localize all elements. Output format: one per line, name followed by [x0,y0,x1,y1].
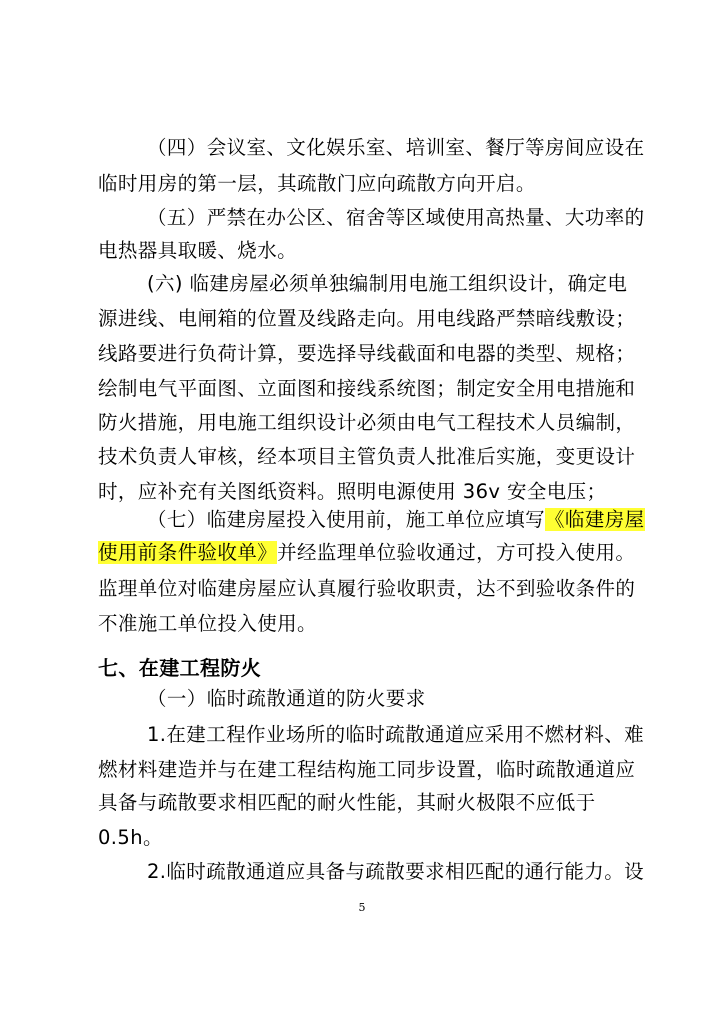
paragraph-line: 防火措施，用电施工组织设计必须由电气工程技术人员编制， [98,411,636,434]
paragraph-line: 具备与疏散要求相匹配的耐火性能，其耐火极限不应低于 [98,791,596,814]
highlighted-form-title: 使用前条件验收单》 [98,541,278,564]
paragraph-line: 燃材料建造并与在建工程结构施工同步设置，临时疏散通道应 [98,758,636,781]
paragraph-line: 临时用房的第一层，其疏散门应向疏散方向开启。 [98,172,536,195]
paragraph-line: 时，应补充有关图纸资料。照明电源使用 36v 安全电压； [98,480,607,503]
highlighted-form-title: 《临建房屋 [545,508,645,531]
paragraph-line: 0.5h。 [98,826,163,849]
paragraph-line: （五）严禁在办公区、宿舍等区域使用高热量、大功率的 [147,206,645,229]
paragraph-text: 并经监理单位验收通过，方可投入使用。 [277,541,636,564]
paragraph-line: （四）会议室、文化娱乐室、培训室、餐厅等房间应设在 [147,136,645,159]
paragraph-text: （七）临建房屋投入使用前，施工单位应填写 [147,508,546,531]
paragraph-line [98,540,638,566]
paragraph-line: 2.临时疏散通道应具备与疏散要求相匹配的通行能力。设 [147,860,645,883]
paragraph-line: 技术负责人审核，经本项目主管负责人批准后实施，变更设计 [98,445,636,468]
paragraph-line: 电热器具取暖、烧水。 [98,239,298,262]
paragraph-line: 1.在建工程作业场所的临时疏散通道应采用不燃材料、难 [147,723,645,746]
subsection-heading: （一）临时疏散通道的防火要求 [147,687,426,710]
section-heading: 七、在建工程防火 [98,656,262,680]
paragraph-line: (六) 临建房屋必须单独编制用电施工组织设计，确定电 [147,272,628,295]
paragraph-line: 源进线、电闸箱的位置及线路走向。用电线路严禁暗线敷设； [98,307,636,330]
paragraph-line: 监理单位对临建房屋应认真履行验收职责，达不到验收条件的 [98,577,636,600]
paragraph-line [147,507,645,533]
paragraph-line: 绘制电气平面图、立面图和接线系统图；制定安全用电措施和 [98,377,636,400]
paragraph-line: 线路要进行负荷计算，要选择导线截面和电器的类型、规格； [98,342,636,365]
paragraph-line: 不准施工单位投入使用。 [98,612,317,635]
page-number: 5 [358,901,366,914]
